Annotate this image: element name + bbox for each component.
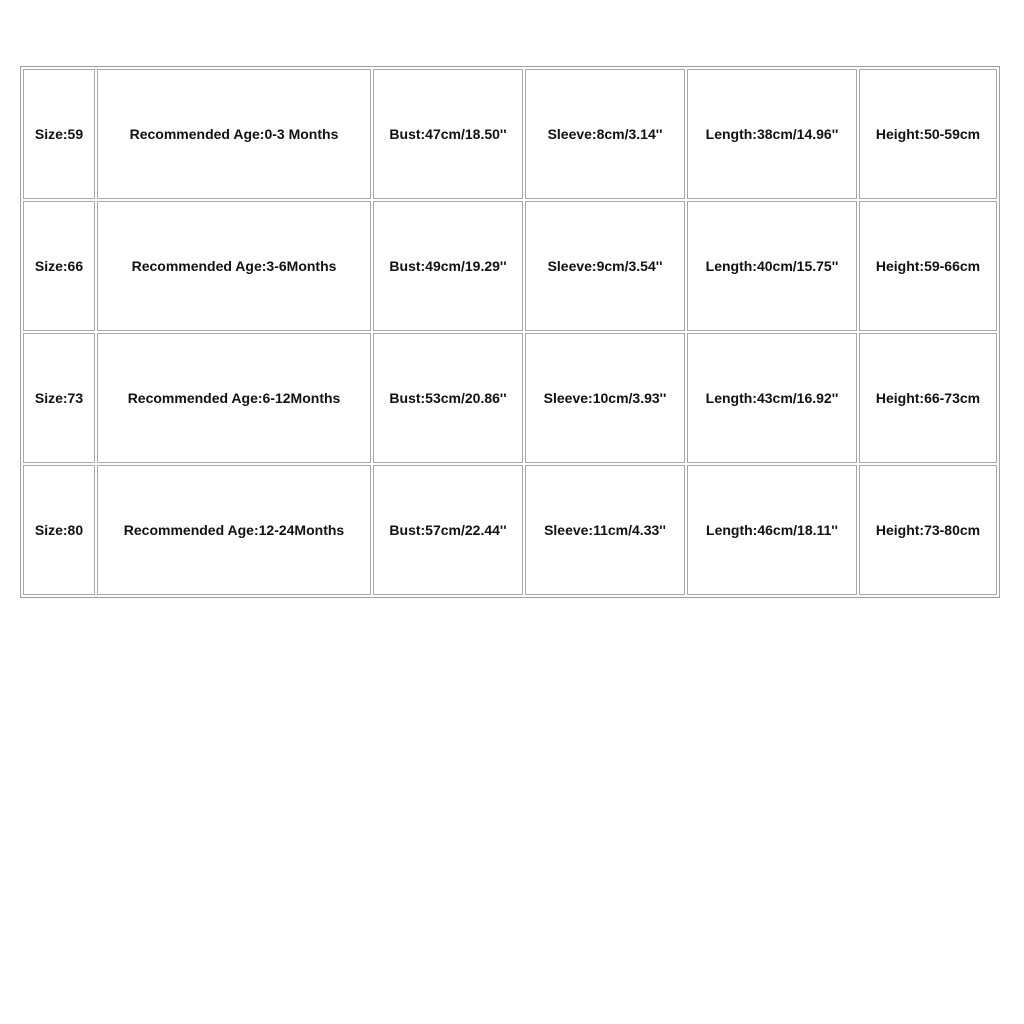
sleeve-cell: Sleeve:11cm/4.33'' (525, 465, 685, 595)
length-cell: Length:43cm/16.92'' (687, 333, 857, 463)
recommended-age-cell: Recommended Age:3-6Months (97, 201, 371, 331)
bust-cell: Bust:47cm/18.50'' (373, 69, 523, 199)
size-chart-table (20, 66, 1000, 598)
bust-cell: Bust:57cm/22.44'' (373, 465, 523, 595)
table-row (23, 69, 997, 199)
table-row (23, 465, 997, 595)
size-cell: Size:80 (23, 465, 95, 595)
table-row (23, 333, 997, 463)
sleeve-cell: Sleeve:9cm/3.54'' (525, 201, 685, 331)
bust-cell: Bust:53cm/20.86'' (373, 333, 523, 463)
size-cell: Size:66 (23, 201, 95, 331)
recommended-age-cell: Recommended Age:6-12Months (97, 333, 371, 463)
sleeve-cell: Sleeve:8cm/3.14'' (525, 69, 685, 199)
height-cell: Height:50-59cm (859, 69, 997, 199)
recommended-age-cell: Recommended Age:12-24Months (97, 465, 371, 595)
height-cell: Height:59-66cm (859, 201, 997, 331)
height-cell: Height:66-73cm (859, 333, 997, 463)
bust-cell: Bust:49cm/19.29'' (373, 201, 523, 331)
table-row (23, 201, 997, 331)
size-cell: Size:73 (23, 333, 95, 463)
length-cell: Length:46cm/18.11'' (687, 465, 857, 595)
recommended-age-cell: Recommended Age:0-3 Months (97, 69, 371, 199)
sleeve-cell: Sleeve:10cm/3.93'' (525, 333, 685, 463)
length-cell: Length:38cm/14.96'' (687, 69, 857, 199)
size-cell: Size:59 (23, 69, 95, 199)
height-cell: Height:73-80cm (859, 465, 997, 595)
length-cell: Length:40cm/15.75'' (687, 201, 857, 331)
